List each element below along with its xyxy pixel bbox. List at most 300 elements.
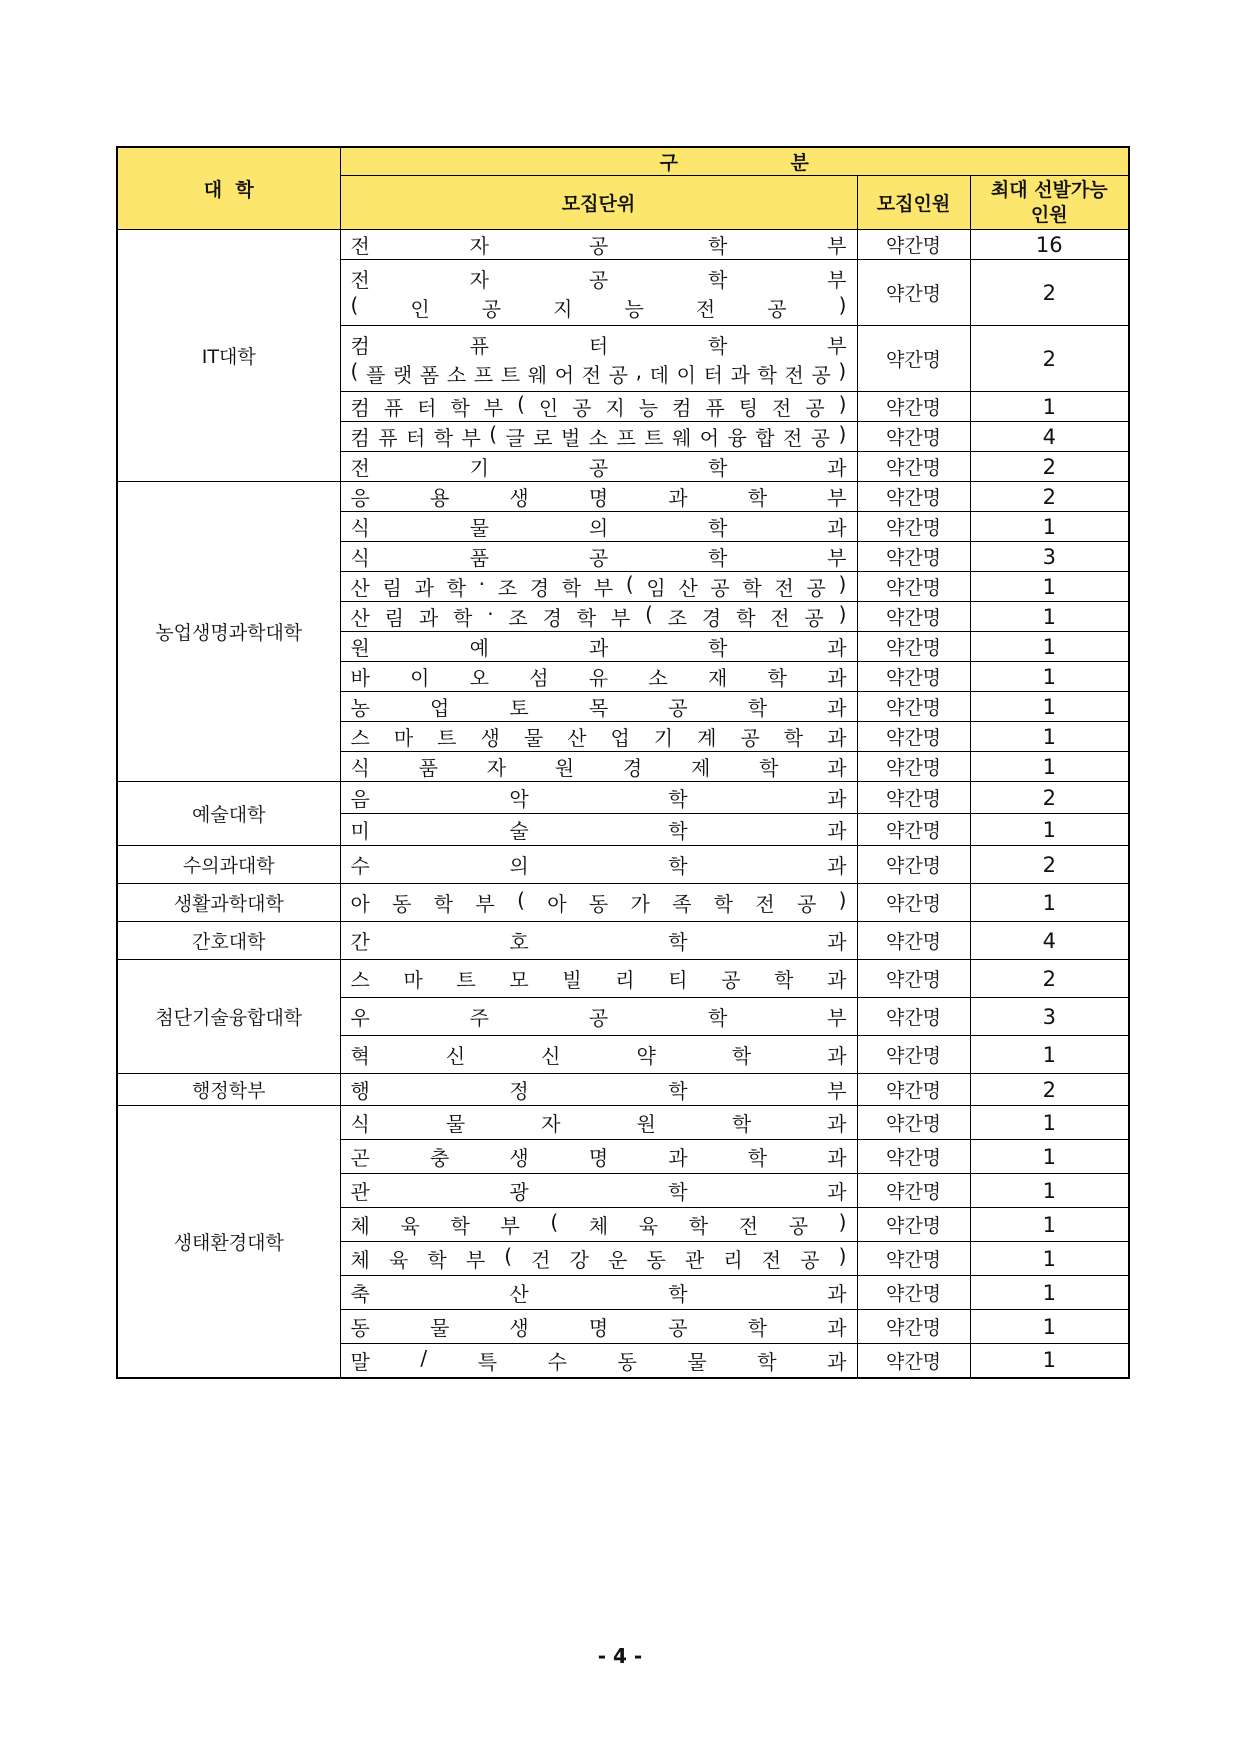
unit-char: 특 — [477, 1349, 498, 1374]
unit-char: 공 — [588, 234, 609, 258]
unit-char: 업 — [610, 726, 630, 750]
unit-char: 부 — [475, 892, 495, 916]
unit-cell — [340, 692, 857, 722]
unit-char: 퓨 — [705, 396, 725, 420]
unit-char: 학 — [668, 930, 688, 954]
unit-char: 학 — [576, 606, 597, 630]
unit-cell — [340, 998, 857, 1036]
unit-char: 식 — [350, 1112, 370, 1136]
header-max — [970, 176, 1129, 230]
unit-line — [351, 452, 847, 481]
unit-char: 공 — [721, 968, 741, 992]
max-count-cell: 16 — [970, 230, 1129, 260]
header-max-line2: 인원 — [1030, 203, 1068, 226]
max-count-cell: 1 — [970, 602, 1129, 632]
recruit-count-cell: 약간명 — [857, 998, 970, 1036]
unit-char: 과 — [827, 787, 847, 811]
recruit-count-cell: 약간명 — [857, 1344, 970, 1378]
unit-char: 응 — [350, 486, 370, 510]
unit-char: 부 — [483, 396, 504, 420]
unit-char: 소 — [588, 426, 609, 450]
unit-char: 부 — [827, 1079, 847, 1103]
unit-line — [351, 815, 847, 844]
unit-cell — [340, 572, 857, 602]
unit-char: ( — [517, 888, 525, 912]
max-count-cell: 2 — [970, 260, 1129, 326]
recruit-count-cell: 약간명 — [857, 662, 970, 692]
unit-char: 음 — [350, 787, 370, 811]
unit-char: 학 — [759, 756, 779, 780]
unit-char: 우 — [350, 1006, 370, 1030]
max-count-cell: 1 — [970, 1106, 1129, 1140]
unit-line — [351, 1002, 847, 1031]
unit-char: 정 — [509, 1079, 529, 1103]
unit-char: 능 — [624, 296, 644, 321]
recruit-count-cell: 약간명 — [857, 1174, 970, 1208]
unit-char: 퓨 — [383, 396, 404, 420]
recruit-count-cell: 약간명 — [857, 722, 970, 752]
unit-char: 명 — [588, 486, 609, 510]
unit-char: 학 — [707, 636, 728, 660]
unit-char: 로 — [533, 426, 553, 450]
college-cell: 첨단기술융합대학 — [117, 960, 340, 1074]
unit-char: 과 — [668, 1146, 688, 1170]
unit-char: 공 — [804, 606, 824, 630]
unit-char: 목 — [588, 696, 609, 720]
unit-line — [351, 512, 847, 541]
unit-char: 신 — [445, 1044, 466, 1068]
max-count-cell: 1 — [970, 814, 1129, 846]
unit-char: 공 — [810, 426, 831, 450]
unit-char: ( — [350, 358, 359, 383]
unit-char: 웨 — [527, 362, 548, 387]
unit-char: 수 — [547, 1349, 567, 1374]
unit-char: 아 — [547, 892, 567, 916]
unit-char: 과 — [827, 516, 847, 540]
unit-line — [351, 632, 847, 661]
recruit-count-cell: 약간명 — [857, 1276, 970, 1310]
unit-char: 공 — [740, 726, 760, 750]
unit-char: 전 — [581, 362, 602, 387]
unit-line — [351, 293, 847, 322]
unit-char: 과 — [418, 606, 439, 630]
unit-char: 학 — [707, 234, 728, 258]
unit-char: 지 — [553, 296, 573, 321]
unit-char: 림 — [382, 576, 402, 600]
unit-line — [351, 1278, 847, 1307]
recruit-count-cell: 약간명 — [857, 1036, 970, 1074]
unit-cell — [340, 392, 857, 422]
recruit-count-cell: 약간명 — [857, 1242, 970, 1276]
unit-char: ) — [838, 602, 847, 626]
unit-char: 과 — [827, 456, 847, 480]
max-count-cell: 1 — [970, 1208, 1129, 1242]
max-count-cell: 2 — [970, 326, 1129, 392]
unit-cell — [340, 1276, 857, 1310]
unit-char: 과 — [668, 486, 688, 510]
unit-char: 리 — [615, 968, 635, 992]
unit-char: 품 — [418, 756, 438, 780]
unit-char: 공 — [788, 1214, 809, 1238]
unit-char: 운 — [608, 1248, 628, 1272]
college-cell: 농업생명과학대학 — [117, 482, 340, 782]
unit-char: 경 — [529, 576, 550, 600]
unit-char: 이 — [410, 666, 430, 690]
unit-char: 제 — [690, 756, 711, 780]
max-count-cell: 3 — [970, 542, 1129, 572]
unit-line — [351, 542, 847, 571]
unit-char: 용 — [429, 486, 450, 510]
unit-char: 학 — [450, 1214, 470, 1238]
recruit-count-cell: 약간명 — [857, 326, 970, 392]
unit-char: 소 — [446, 362, 467, 387]
unit-char: 과 — [414, 576, 434, 600]
unit-char: 전 — [755, 892, 775, 916]
unit-char: 융 — [727, 426, 747, 450]
unit-char: 학 — [713, 892, 734, 916]
unit-char: 산 — [567, 726, 587, 750]
recruitment-table-container — [116, 146, 1128, 1379]
recruit-count-cell: 약간명 — [857, 260, 970, 326]
recruit-count-cell: 약간명 — [857, 1140, 970, 1174]
unit-char: 과 — [827, 854, 847, 878]
recruit-count-cell: 약간명 — [857, 752, 970, 782]
unit-char: 퓨 — [378, 426, 398, 450]
unit-cell — [340, 846, 857, 884]
unit-cell — [340, 452, 857, 482]
recruit-count-cell: 약간명 — [857, 602, 970, 632]
unit-cell — [340, 1036, 857, 1074]
unit-char: 식 — [350, 546, 370, 570]
unit-char: 학 — [757, 1349, 777, 1374]
unit-char: 명 — [588, 1146, 609, 1170]
unit-char: ( — [550, 1210, 559, 1234]
unit-char: 과 — [588, 636, 609, 660]
unit-char: 스 — [350, 726, 370, 750]
unit-char: 자 — [469, 234, 489, 258]
unit-cell — [340, 722, 857, 752]
unit-line — [351, 692, 847, 721]
unit-char: 부 — [610, 606, 631, 630]
unit-char: 술 — [509, 819, 529, 843]
unit-char: 학 — [707, 516, 728, 540]
unit-char: 학 — [453, 606, 473, 630]
recruit-count-cell: 약간명 — [857, 422, 970, 452]
unit-char: 동 — [392, 892, 412, 916]
recruitment-table — [116, 146, 1130, 1379]
max-count-cell: 2 — [970, 782, 1129, 814]
unit-char: 전 — [782, 426, 803, 450]
recruit-count-cell: 약간명 — [857, 542, 970, 572]
max-count-cell: 1 — [970, 722, 1129, 752]
unit-char: 충 — [429, 1146, 450, 1170]
unit-char: 퓨 — [469, 333, 489, 358]
header-college: 대 학 — [117, 147, 340, 230]
unit-char: 트 — [437, 726, 457, 750]
unit-char: 강 — [569, 1248, 589, 1272]
max-count-cell: 1 — [970, 1036, 1129, 1074]
unit-char: 과 — [827, 1349, 847, 1374]
unit-char: 인 — [538, 396, 559, 420]
unit-char: 조 — [667, 606, 688, 630]
max-count-cell: 1 — [970, 512, 1129, 542]
unit-char: 재 — [707, 666, 728, 690]
unit-char: 업 — [429, 696, 450, 720]
recruit-count-cell: 약간명 — [857, 632, 970, 662]
unit-char: 학 — [757, 362, 777, 387]
unit-char: 학 — [736, 606, 756, 630]
unit-char: 학 — [668, 1180, 688, 1204]
unit-char: 전 — [350, 234, 370, 258]
max-count-cell: 4 — [970, 922, 1129, 960]
unit-char: 학 — [427, 1248, 447, 1272]
unit-char: 공 — [797, 892, 817, 916]
unit-char: 기 — [653, 726, 674, 750]
unit-line — [351, 482, 847, 511]
unit-char: 학 — [433, 426, 454, 450]
unit-char: 공 — [811, 362, 831, 387]
unit-char: 어 — [554, 362, 575, 387]
unit-char: 티 — [668, 968, 688, 992]
unit-line — [351, 1040, 847, 1069]
recruit-count-cell: 약간명 — [857, 960, 970, 998]
max-count-cell: 1 — [970, 392, 1129, 422]
unit-char: 과 — [827, 696, 847, 720]
unit-char: 학 — [774, 968, 794, 992]
unit-cell — [340, 1208, 857, 1242]
unit-char: 관 — [684, 1248, 705, 1272]
unit-char: 수 — [350, 854, 370, 878]
unit-char: 계 — [697, 726, 717, 750]
recruit-count-cell: 약간명 — [857, 482, 970, 512]
unit-char: 학 — [731, 1044, 752, 1068]
unit-line — [351, 264, 847, 293]
unit-cell — [340, 1140, 857, 1174]
max-count-cell: 1 — [970, 752, 1129, 782]
unit-cell — [340, 1344, 857, 1378]
recruit-count-cell: 약간명 — [857, 572, 970, 602]
unit-char: 능 — [638, 396, 659, 420]
unit-line — [351, 662, 847, 691]
unit-char: 공 — [800, 1248, 820, 1272]
table-row — [117, 1074, 1129, 1106]
unit-char: 과 — [827, 1180, 847, 1204]
unit-char: 물 — [687, 1349, 707, 1374]
unit-char: 리 — [723, 1248, 743, 1272]
table-row — [117, 960, 1129, 998]
recruit-count-cell: 약간명 — [857, 1074, 970, 1106]
unit-char: ) — [838, 292, 847, 317]
unit-line — [351, 359, 847, 388]
unit-line — [351, 1075, 847, 1104]
unit-char: 공 — [588, 1006, 609, 1030]
max-count-cell: 2 — [970, 482, 1129, 512]
unit-char: 말 — [350, 1349, 370, 1374]
unit-char: ( — [645, 602, 653, 626]
page-number: - 4 - — [597, 1644, 643, 1668]
college-cell: 수의과대학 — [117, 846, 340, 884]
unit-char: 학 — [668, 1282, 688, 1306]
unit-char: 컴 — [672, 396, 692, 420]
unit-char: 학 — [767, 666, 787, 690]
unit-char: 축 — [350, 1282, 370, 1306]
unit-char: 악 — [509, 787, 529, 811]
unit-char: 폼 — [419, 362, 440, 387]
recruit-count-cell: 약간명 — [857, 782, 970, 814]
unit-char: ) — [838, 888, 847, 912]
unit-char: 전 — [350, 267, 370, 292]
unit-char: 과 — [827, 726, 847, 750]
table-row — [117, 884, 1129, 922]
recruit-count-cell: 약간명 — [857, 884, 970, 922]
unit-char: 부 — [827, 267, 847, 292]
unit-char: 학 — [668, 787, 688, 811]
max-count-cell: 1 — [970, 1276, 1129, 1310]
recruit-count-cell: 약간명 — [857, 1106, 970, 1140]
unit-char: 과 — [730, 362, 750, 387]
unit-line — [351, 850, 847, 879]
unit-char: 물 — [429, 1316, 450, 1340]
unit-cell — [340, 230, 857, 260]
unit-line — [351, 888, 847, 917]
unit-cell — [340, 512, 857, 542]
unit-char: 공 — [668, 1316, 688, 1340]
unit-char: 마 — [393, 726, 414, 750]
unit-char: 생 — [509, 486, 529, 510]
unit-char: / — [420, 1345, 428, 1370]
max-count-cell: 1 — [970, 662, 1129, 692]
unit-line — [351, 1312, 847, 1341]
unit-char: 학 — [668, 819, 688, 843]
unit-char: 부 — [827, 333, 847, 358]
unit-char: 과 — [827, 1282, 847, 1306]
unit-char: 가 — [630, 892, 650, 916]
recruit-count-cell: 약간명 — [857, 230, 970, 260]
unit-char: 오 — [469, 666, 489, 690]
unit-char: 부 — [827, 1006, 847, 1030]
unit-char: 학 — [688, 1214, 709, 1238]
unit-cell — [340, 782, 857, 814]
unit-char: 소 — [648, 666, 668, 690]
college-cell: 생태환경대학 — [117, 1106, 340, 1378]
unit-char: 자 — [469, 267, 489, 292]
unit-char: 원 — [350, 636, 370, 660]
unit-char: 컴 — [350, 426, 370, 450]
unit-char: 의 — [588, 516, 609, 540]
unit-cell — [340, 482, 857, 512]
unit-char: 공 — [710, 576, 730, 600]
unit-char: 학 — [707, 1006, 728, 1030]
unit-char: 곤 — [350, 1146, 370, 1170]
unit-cell — [340, 602, 857, 632]
max-count-cell: 3 — [970, 998, 1129, 1036]
unit-char: 공 — [481, 296, 502, 321]
unit-cell — [340, 1174, 857, 1208]
table-row — [117, 922, 1129, 960]
unit-char: 아 — [350, 892, 370, 916]
unit-line — [351, 1244, 847, 1273]
unit-char: 공 — [806, 576, 826, 600]
max-count-cell: 2 — [970, 1074, 1129, 1106]
unit-char: 육 — [638, 1214, 659, 1238]
recruit-count-cell: 약간명 — [857, 1310, 970, 1344]
unit-char: 광 — [509, 1180, 529, 1204]
unit-char: ) — [838, 1210, 847, 1234]
unit-char: 부 — [593, 576, 614, 600]
unit-char: 학 — [561, 576, 582, 600]
unit-char: 학 — [707, 333, 728, 358]
unit-char: 벌 — [560, 426, 581, 450]
unit-char: 학 — [747, 1316, 768, 1340]
unit-char: 학 — [747, 696, 768, 720]
unit-char: 트 — [500, 362, 521, 387]
unit-char: 의 — [509, 854, 529, 878]
unit-char: 원 — [554, 756, 575, 780]
unit-char: 전 — [770, 606, 790, 630]
unit-char: 공 — [588, 456, 609, 480]
unit-char: 림 — [384, 606, 404, 630]
unit-char: 체 — [588, 1214, 609, 1238]
unit-cell — [340, 326, 857, 392]
unit-line — [351, 1346, 847, 1375]
unit-char: 농 — [350, 696, 370, 720]
unit-line — [351, 602, 847, 631]
max-count-cell: 1 — [970, 884, 1129, 922]
unit-char: 육 — [388, 1248, 409, 1272]
unit-char: 전 — [695, 296, 716, 321]
table-row — [117, 230, 1129, 260]
unit-char: 약 — [636, 1044, 656, 1068]
unit-line — [351, 722, 847, 751]
table-row — [117, 1106, 1129, 1140]
unit-char: ) — [838, 392, 847, 416]
unit-char: ( — [517, 392, 525, 416]
unit-char: 미 — [350, 819, 370, 843]
header-max-line1: 최대 선발가능 — [990, 178, 1108, 201]
unit-char: 과 — [827, 968, 847, 992]
unit-line — [351, 752, 847, 781]
unit-char: 자 — [541, 1112, 561, 1136]
unit-char: 부 — [500, 1214, 520, 1238]
max-count-cell: 1 — [970, 1174, 1129, 1208]
unit-char: 스 — [350, 968, 370, 992]
unit-char: 관 — [350, 1180, 370, 1204]
unit-char: 호 — [509, 930, 529, 954]
unit-cell — [340, 814, 857, 846]
unit-char: 부 — [827, 234, 847, 258]
recruit-count-cell: 약간명 — [857, 846, 970, 884]
unit-char: 부 — [465, 1248, 486, 1272]
unit-char: ) — [838, 422, 847, 446]
unit-char: 학 — [742, 576, 762, 600]
recruit-count-cell: 약간명 — [857, 922, 970, 960]
unit-char: 트 — [456, 968, 476, 992]
unit-line — [351, 1108, 847, 1137]
unit-char: 공 — [588, 267, 609, 292]
unit-char: 동 — [617, 1349, 637, 1374]
unit-char: 예 — [469, 636, 489, 660]
unit-char: 체 — [350, 1214, 370, 1238]
unit-char: , — [635, 358, 642, 383]
unit-line — [351, 783, 847, 812]
unit-char: 터 — [703, 362, 723, 387]
unit-char: 터 — [417, 396, 437, 420]
unit-char: 과 — [827, 666, 847, 690]
unit-char: 터 — [588, 333, 609, 358]
unit-char: 합 — [755, 426, 775, 450]
max-count-cell: 2 — [970, 960, 1129, 998]
unit-char: 부 — [827, 486, 847, 510]
